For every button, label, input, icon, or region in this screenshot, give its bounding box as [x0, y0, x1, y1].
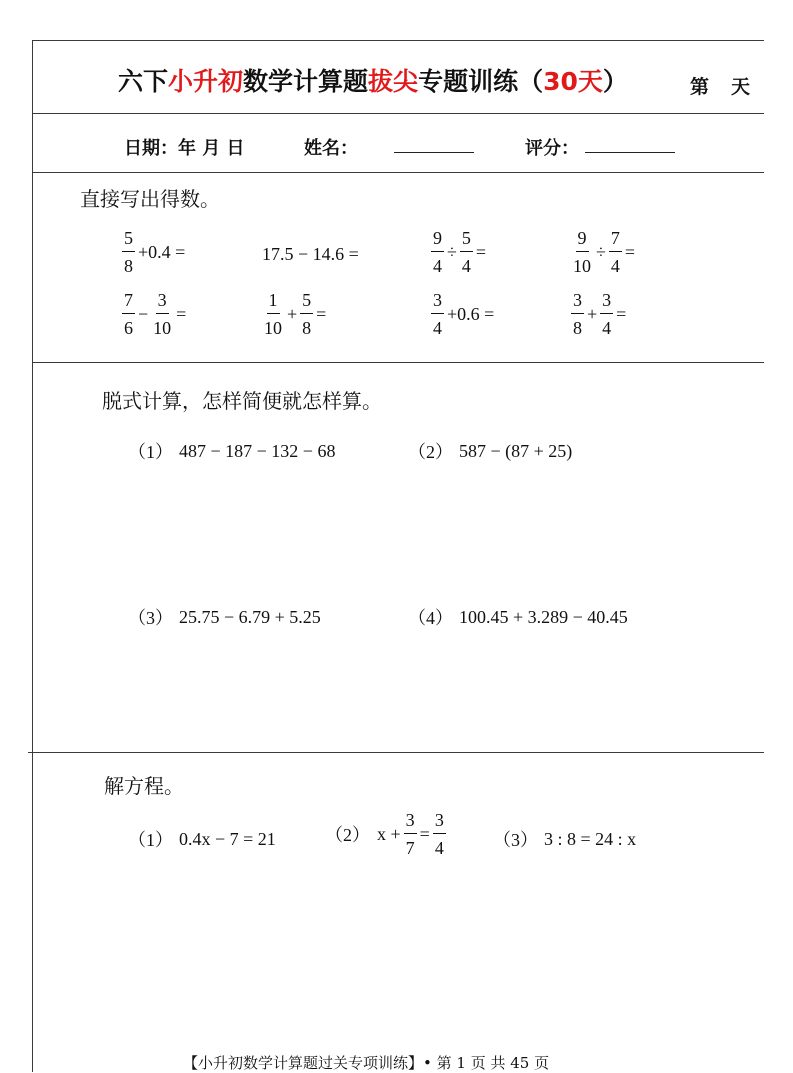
problem-4: $\frac{9}{10}$ ÷ $\frac{7}{4}$ = [573, 228, 636, 276]
equation-3: （3） 3 : 8 = 24 : x [493, 828, 637, 850]
divider-section2 [28, 752, 764, 753]
title-part6: 30天 [543, 67, 603, 96]
section1-heading: 直接写出得数。 [80, 187, 220, 211]
fraction: $\frac{3}{4}$ [433, 290, 442, 338]
score-blank[interactable] [585, 152, 675, 153]
fraction: $\frac{5}{8}$ [302, 290, 312, 338]
fraction: $\frac{9}{4}$ [433, 228, 442, 276]
page-footer: 【小升初数学计算题过关专项训练】• 第 1 页 共 45 页 [183, 1054, 550, 1072]
divider-title [32, 113, 764, 114]
calc-question-1: （1） 487 − 187 − 132 − 68 [128, 440, 336, 462]
problem-8: $\frac{3}{8}$ + $\frac{3}{4}$ = [573, 290, 627, 338]
fraction: $\frac{3}{4}$ [434, 810, 444, 858]
day-label-prefix: 第 [690, 76, 710, 98]
divider-section1 [32, 362, 764, 363]
problem-5: $\frac{7}{6}$ − $\frac{3}{10}$ = [124, 290, 187, 338]
section2-heading: 脱式计算，怎样简便就怎样算。 [102, 389, 382, 413]
page-title [118, 62, 628, 98]
calc-question-3: （3） 25.75 − 6.79 + 5.25 [128, 606, 321, 628]
fraction: $\frac{5}{8}$ [124, 228, 133, 276]
calc-question-4: （4） 100.45 + 3.289 − 40.45 [408, 606, 628, 628]
section3-heading: 解方程。 [104, 774, 184, 798]
problem-2: 17.5 − 14.6 = [262, 244, 359, 264]
left-border [32, 40, 33, 1072]
equation-1: （1） 0.4x − 7 = 21 [128, 828, 276, 850]
score-label: 评分： [525, 138, 579, 159]
fraction: $\frac{3}{4}$ [602, 290, 612, 338]
name-blank[interactable] [394, 152, 474, 153]
fraction: $\frac{7}{4}$ [610, 228, 620, 276]
equation-2: （2） x + $\frac{3}{7}$ = $\frac{3}{4}$ [325, 810, 444, 858]
fraction: $\frac{3}{10}$ [153, 290, 172, 338]
day-label-suffix: 天 [731, 76, 751, 98]
fraction: $\frac{1}{10}$ [264, 290, 282, 338]
top-border [32, 40, 764, 41]
fraction: $\frac{5}{4}$ [461, 228, 471, 276]
problem-3: $\frac{9}{4}$ ÷ $\frac{5}{4}$ = [433, 228, 487, 276]
fraction: $\frac{3}{8}$ [573, 290, 582, 338]
name-label: 姓名： [304, 138, 358, 159]
title-part5: 专题训练（ [418, 67, 544, 96]
divider-info [32, 172, 764, 173]
calc-question-2: （2） 587 − (87 + 25) [408, 440, 573, 462]
title-part1: 六下 [118, 67, 169, 96]
fraction: $\frac{9}{10}$ [573, 228, 591, 276]
problem-6: $\frac{1}{10}$ + $\frac{5}{8}$ = [264, 290, 327, 338]
title-part3: 数学计算题 [243, 67, 369, 96]
fraction: $\frac{7}{6}$ [124, 290, 133, 338]
problem-1: $\frac{5}{8}$ +0.4 = [124, 228, 186, 276]
problem-7: $\frac{3}{4}$ +0.6 = [433, 290, 495, 338]
title-part2: 小升初 [168, 67, 244, 96]
fraction: $\frac{3}{7}$ [405, 810, 415, 858]
title-part4: 拔尖 [368, 67, 419, 96]
title-part7: ） [602, 67, 628, 96]
date-label: 日期：年 月 日 [124, 138, 245, 159]
